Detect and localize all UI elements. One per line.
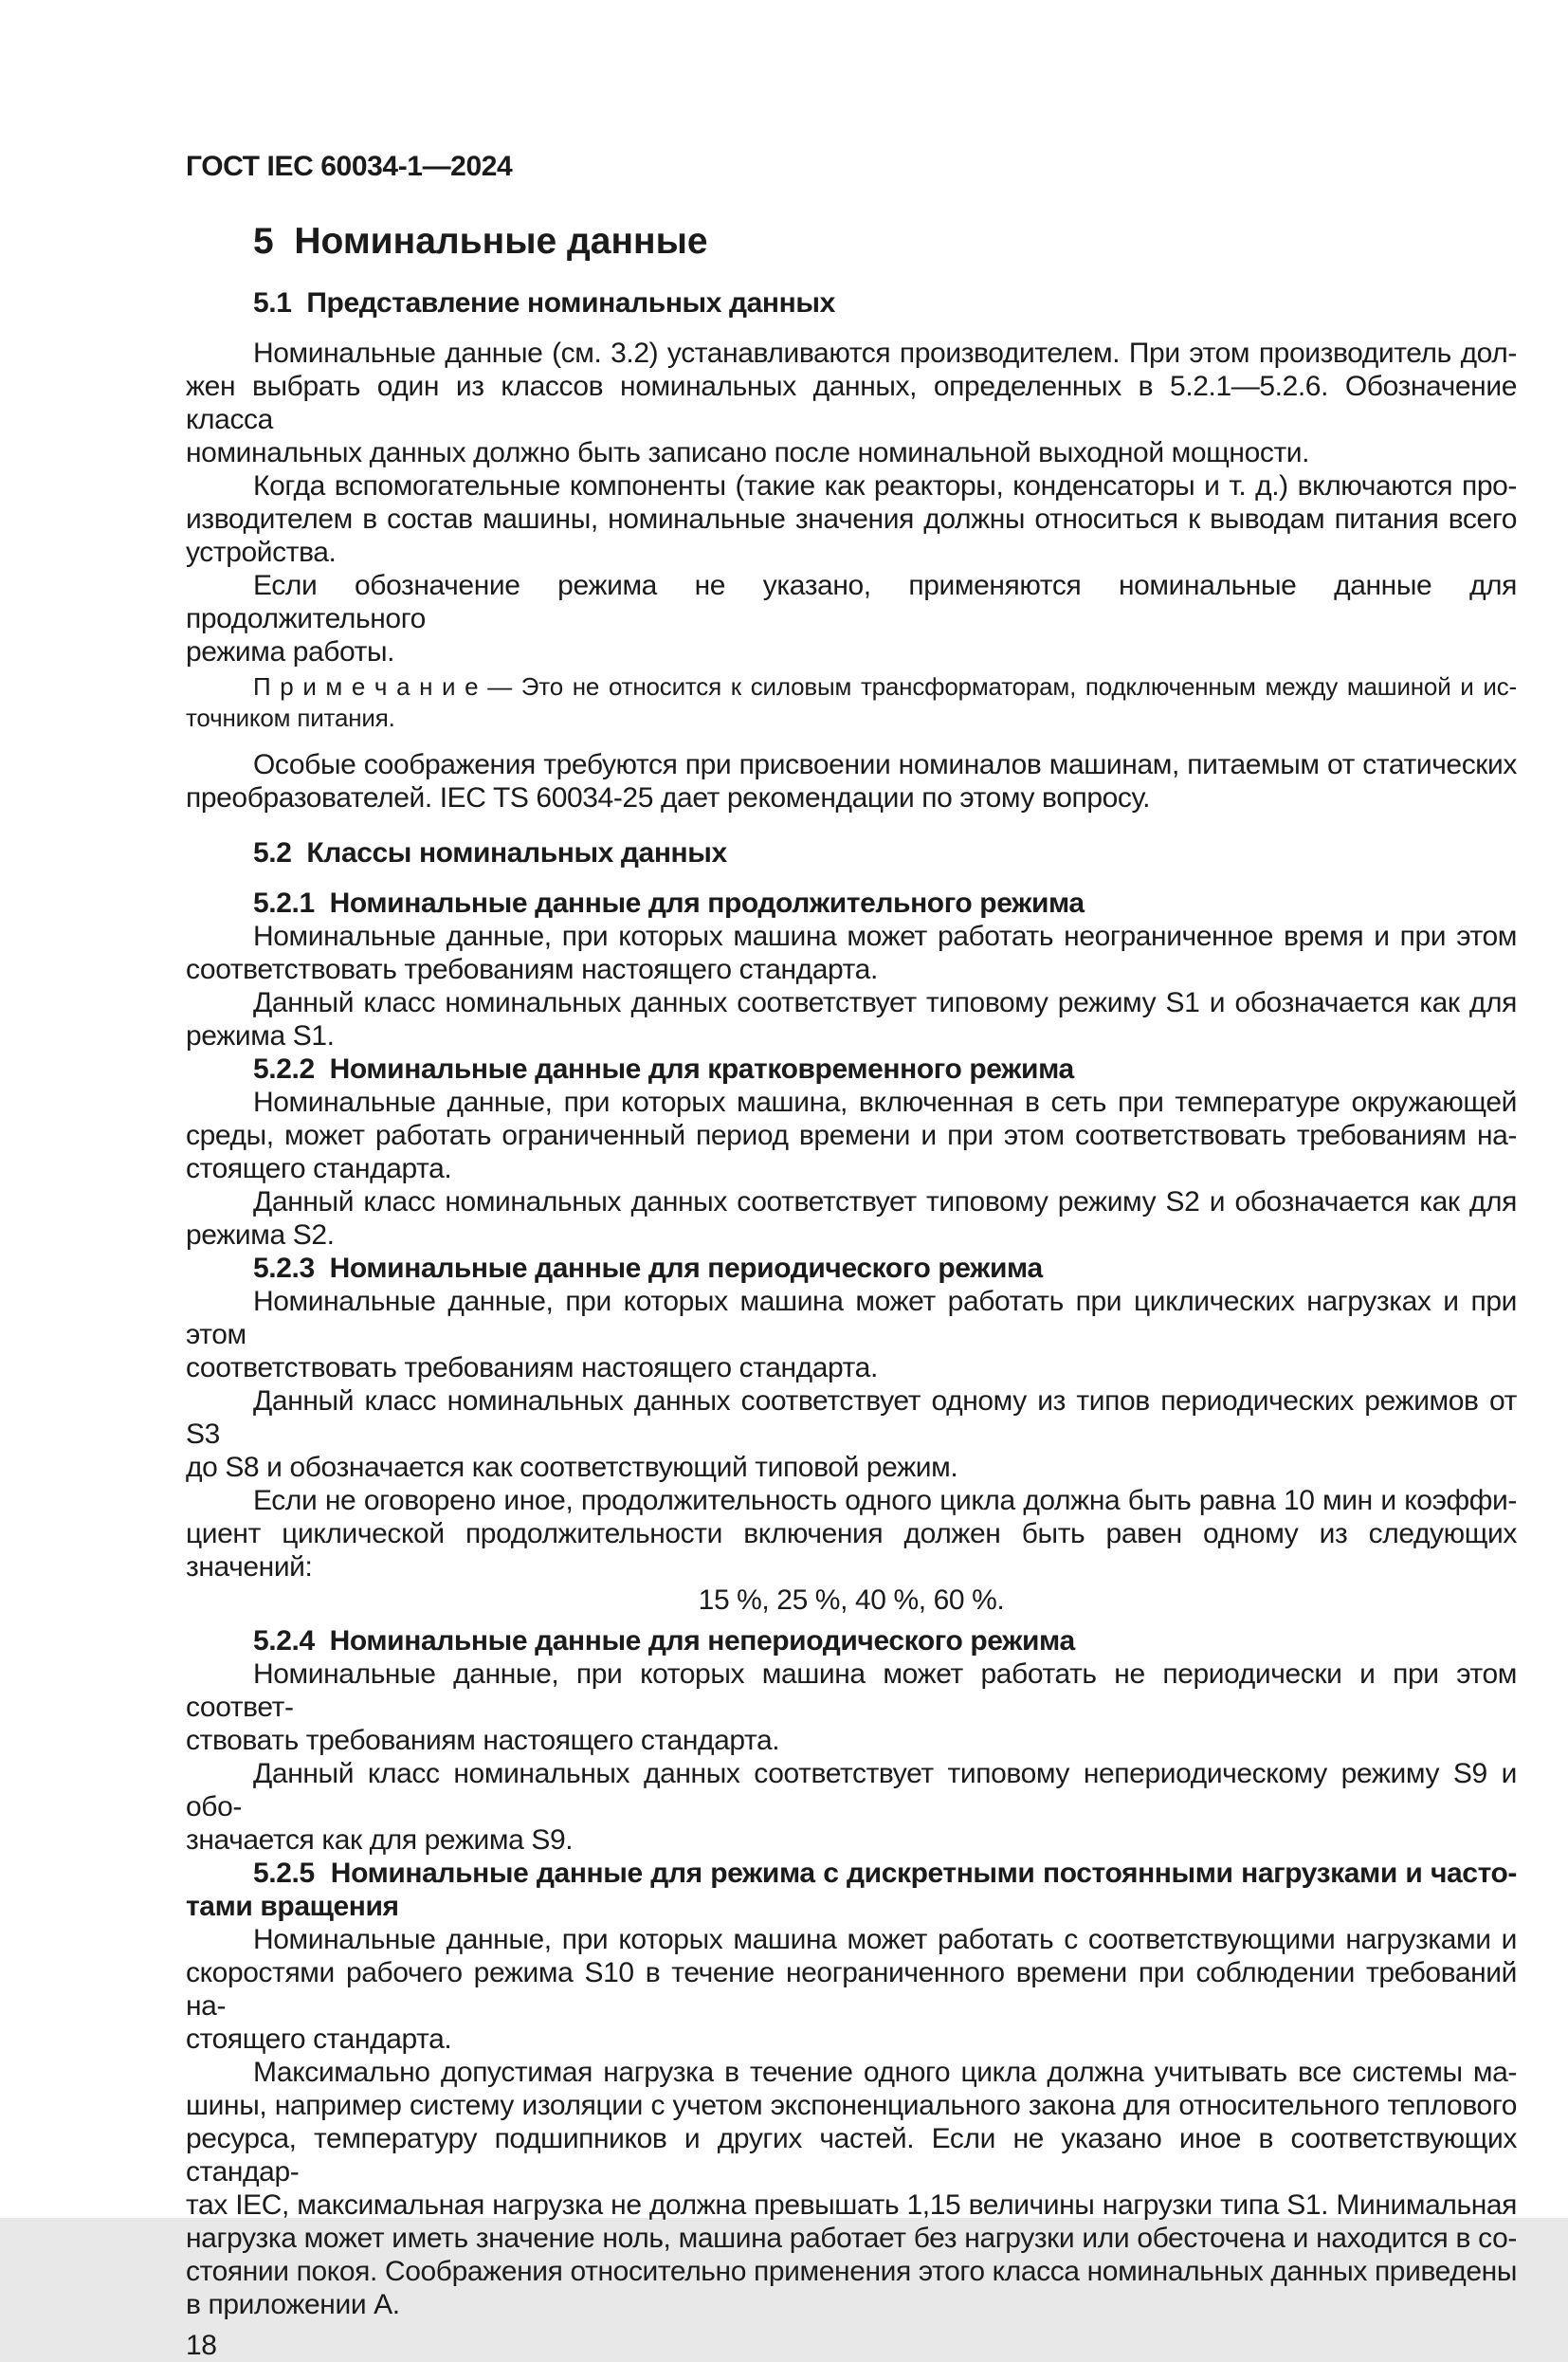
paragraph-line: Номинальные данные, при которых машина может работать с соответствующими нагрузками и (253, 1924, 1517, 1955)
paragraph-line: значается как для режима S9. (186, 1824, 574, 1856)
paragraph-line: преобразователей. IEC TS 60034-25 дает рекомендации по этому вопросу. (186, 782, 1151, 814)
paragraph-line: номинальных данных должно быть записано после номинальной выходной мощности. (186, 437, 1310, 468)
section-5-1-heading (186, 286, 1517, 320)
paragraph-line: Данный класс номинальных данных соответствует одному из типов периодических режимов от S3 (186, 1385, 1517, 1450)
paragraph (186, 2056, 1517, 2321)
paragraph-line: до S8 и обозначается как соответствующий типовой режим. (186, 1452, 958, 1483)
paragraph-line: Когда вспомогательные компоненты (такие как реакторы, конденсаторы и т. д.) включаются про- (253, 470, 1517, 502)
section-5-2-1-heading (186, 887, 1517, 920)
paragraph (186, 1657, 1517, 1757)
paragraph-line: в приложении А. (186, 2289, 400, 2320)
section-5-2-3-heading-line: 5.2.3 Номинальные данные для периодического режима (253, 1253, 1043, 1284)
paragraph (186, 1185, 1517, 1252)
page-header (186, 150, 1517, 183)
paragraph (186, 469, 1517, 569)
paragraph-line: шины, например систему изоляции с учетом экспоненциального закона для относительного теплового (186, 2090, 1517, 2121)
paragraph-line: режима S2. (186, 1219, 335, 1251)
paragraph-line: Данный класс номинальных данных соответствует типовому непериодическому режиму S9 и обо- (186, 1758, 1517, 1822)
paragraph-line: Данный класс номинальных данных соответствует типовому режиму S2 и обозначается как для (253, 1186, 1517, 1218)
paragraph-line: стоянии покоя. Соображения относительно применения этого класса номинальных данных приведены (186, 2256, 1517, 2287)
paragraph (186, 1484, 1517, 1584)
paragraph (186, 1923, 1517, 2056)
section-5-2-heading (186, 836, 1517, 870)
paragraph-line: устройства. (186, 537, 337, 568)
page-number-line: 18 (186, 2330, 217, 2361)
section-5-2-heading-line: 5.2 Классы номинальных данных (253, 837, 727, 869)
paragraph-line: ствовать требованиям настоящего стандарта. (186, 1725, 780, 1756)
paragraph-line: Если не оговорено иное, продолжительность одного цикла должна быть равна 10 мин и коэффи- (253, 1485, 1517, 1516)
paragraph-line: Номинальные данные (см. 3.2) устанавливаются производителем. При этом производитель дол- (253, 338, 1517, 369)
paragraph-line: жен выбрать один из классов номинальных данных, определенных в 5.2.1—5.2.6. Обозначение класса (186, 371, 1517, 435)
paragraph-line: Максимально допустимая нагрузка в течение одного цикла должна учитывать все системы ма- (253, 2057, 1517, 2088)
paragraph-line: среды, может работать ограниченный период времени и при этом соответствовать требованиям на- (186, 1120, 1517, 1151)
section-5-2-4-heading-line: 5.2.4 Номинальные данные для непериодического режима (253, 1625, 1075, 1657)
paragraph-line: Номинальные данные, при которых машина, включенная в сеть при температуре окружающей (253, 1087, 1517, 1118)
section-5-2-5-heading-line: тами вращения (186, 1891, 399, 1922)
note (186, 671, 1517, 734)
duty-factor-values-line: 15 %, 25 %, 40 %, 60 %. (698, 1584, 1005, 1616)
paragraph (186, 1086, 1517, 1185)
section-5-2-5-heading-line: 5.2.5 Номинальные данные для режима с дискретными постоянными нагрузками и часто- (253, 1858, 1517, 1889)
paragraph (186, 920, 1517, 986)
page-number (186, 2329, 1517, 2362)
paragraph-line: Особые соображения требуются при присвоении номиналов машинам, питаемым от статических (253, 749, 1517, 780)
paragraph-line: тах IEC, максимальная нагрузка не должна превышать 1,15 величины нагрузки типа S1. Минимальная (186, 2189, 1517, 2221)
paragraph-line: циент циклической продолжительности включения должен быть равен одному из следующих значений: (186, 1518, 1517, 1583)
paragraph (186, 337, 1517, 469)
paragraph-line: соответствовать требованиям настоящего стандарта. (186, 954, 878, 985)
paragraph-line: скоростями рабочего режима S10 в течение неограниченного времени при соблюдении требований на- (186, 1957, 1517, 2022)
paragraph (186, 569, 1517, 668)
duty-factor-values (186, 1584, 1517, 1617)
paragraph-line: стоящего стандарта. (186, 2023, 452, 2055)
paragraph-line: Номинальные данные, при которых машина может работать неограниченное время и при этом (253, 921, 1517, 952)
section-5-2-2-heading-line: 5.2.2 Номинальные данные для кратковременного режима (253, 1053, 1074, 1085)
paragraph-line: режима работы. (186, 636, 395, 668)
paragraph-line: нагрузка может иметь значение ноль, машина работает без нагрузки или обесточена и находится в со- (186, 2223, 1517, 2254)
paragraph (186, 748, 1517, 815)
paragraph-line: Данный класс номинальных данных соответствует типовому режиму S1 и обозначается как для (253, 987, 1517, 1018)
section-5-2-2-heading (186, 1053, 1517, 1086)
paragraph-line: Если обозначение режима не указано, применяются номинальные данные для продолжительного (186, 570, 1517, 634)
section-5-heading-line: 5 Номинальные данные (253, 221, 708, 262)
note-line: точником питания. (186, 704, 395, 732)
section-5-2-3-heading (186, 1252, 1517, 1285)
section-5-2-5-heading (186, 1857, 1517, 1923)
page-header-line: ГОСТ IEC 60034-1—2024 (186, 151, 513, 182)
paragraph (186, 1384, 1517, 1484)
note-line: П р и м е ч а н и е — Это не относится к силовым трансформаторам, подключенным между машиной и ис- (253, 672, 1517, 701)
section-5-2-1-heading-line: 5.2.1 Номинальные данные для продолжительного режима (253, 888, 1085, 919)
paragraph-line: соответствовать требованиям настоящего стандарта. (186, 1352, 878, 1383)
paragraph-line: Номинальные данные, при которых машина может работать при циклических нагрузках и при этом (186, 1286, 1517, 1350)
paragraph (186, 986, 1517, 1053)
section-5-2-4-heading (186, 1624, 1517, 1657)
paragraph-line: стоящего стандарта. (186, 1153, 452, 1184)
paragraph-line: ресурса, температуру подшипников и других частей. Если не указано иное в соответствующих стандар- (186, 2123, 1517, 2188)
paragraph-line: Номинальные данные, при которых машина может работать не периодически и при этом соответ- (186, 1658, 1517, 1723)
paragraph (186, 1285, 1517, 1384)
paragraph-line: изводителем в состав машины, номинальные значения должны относиться к выводам питания всего (186, 504, 1517, 535)
paragraph (186, 1757, 1517, 1857)
section-5-heading (186, 221, 1517, 263)
paragraph-line: режима S1. (186, 1020, 335, 1052)
section-5-1-heading-line: 5.1 Представление номинальных данных (253, 287, 835, 319)
